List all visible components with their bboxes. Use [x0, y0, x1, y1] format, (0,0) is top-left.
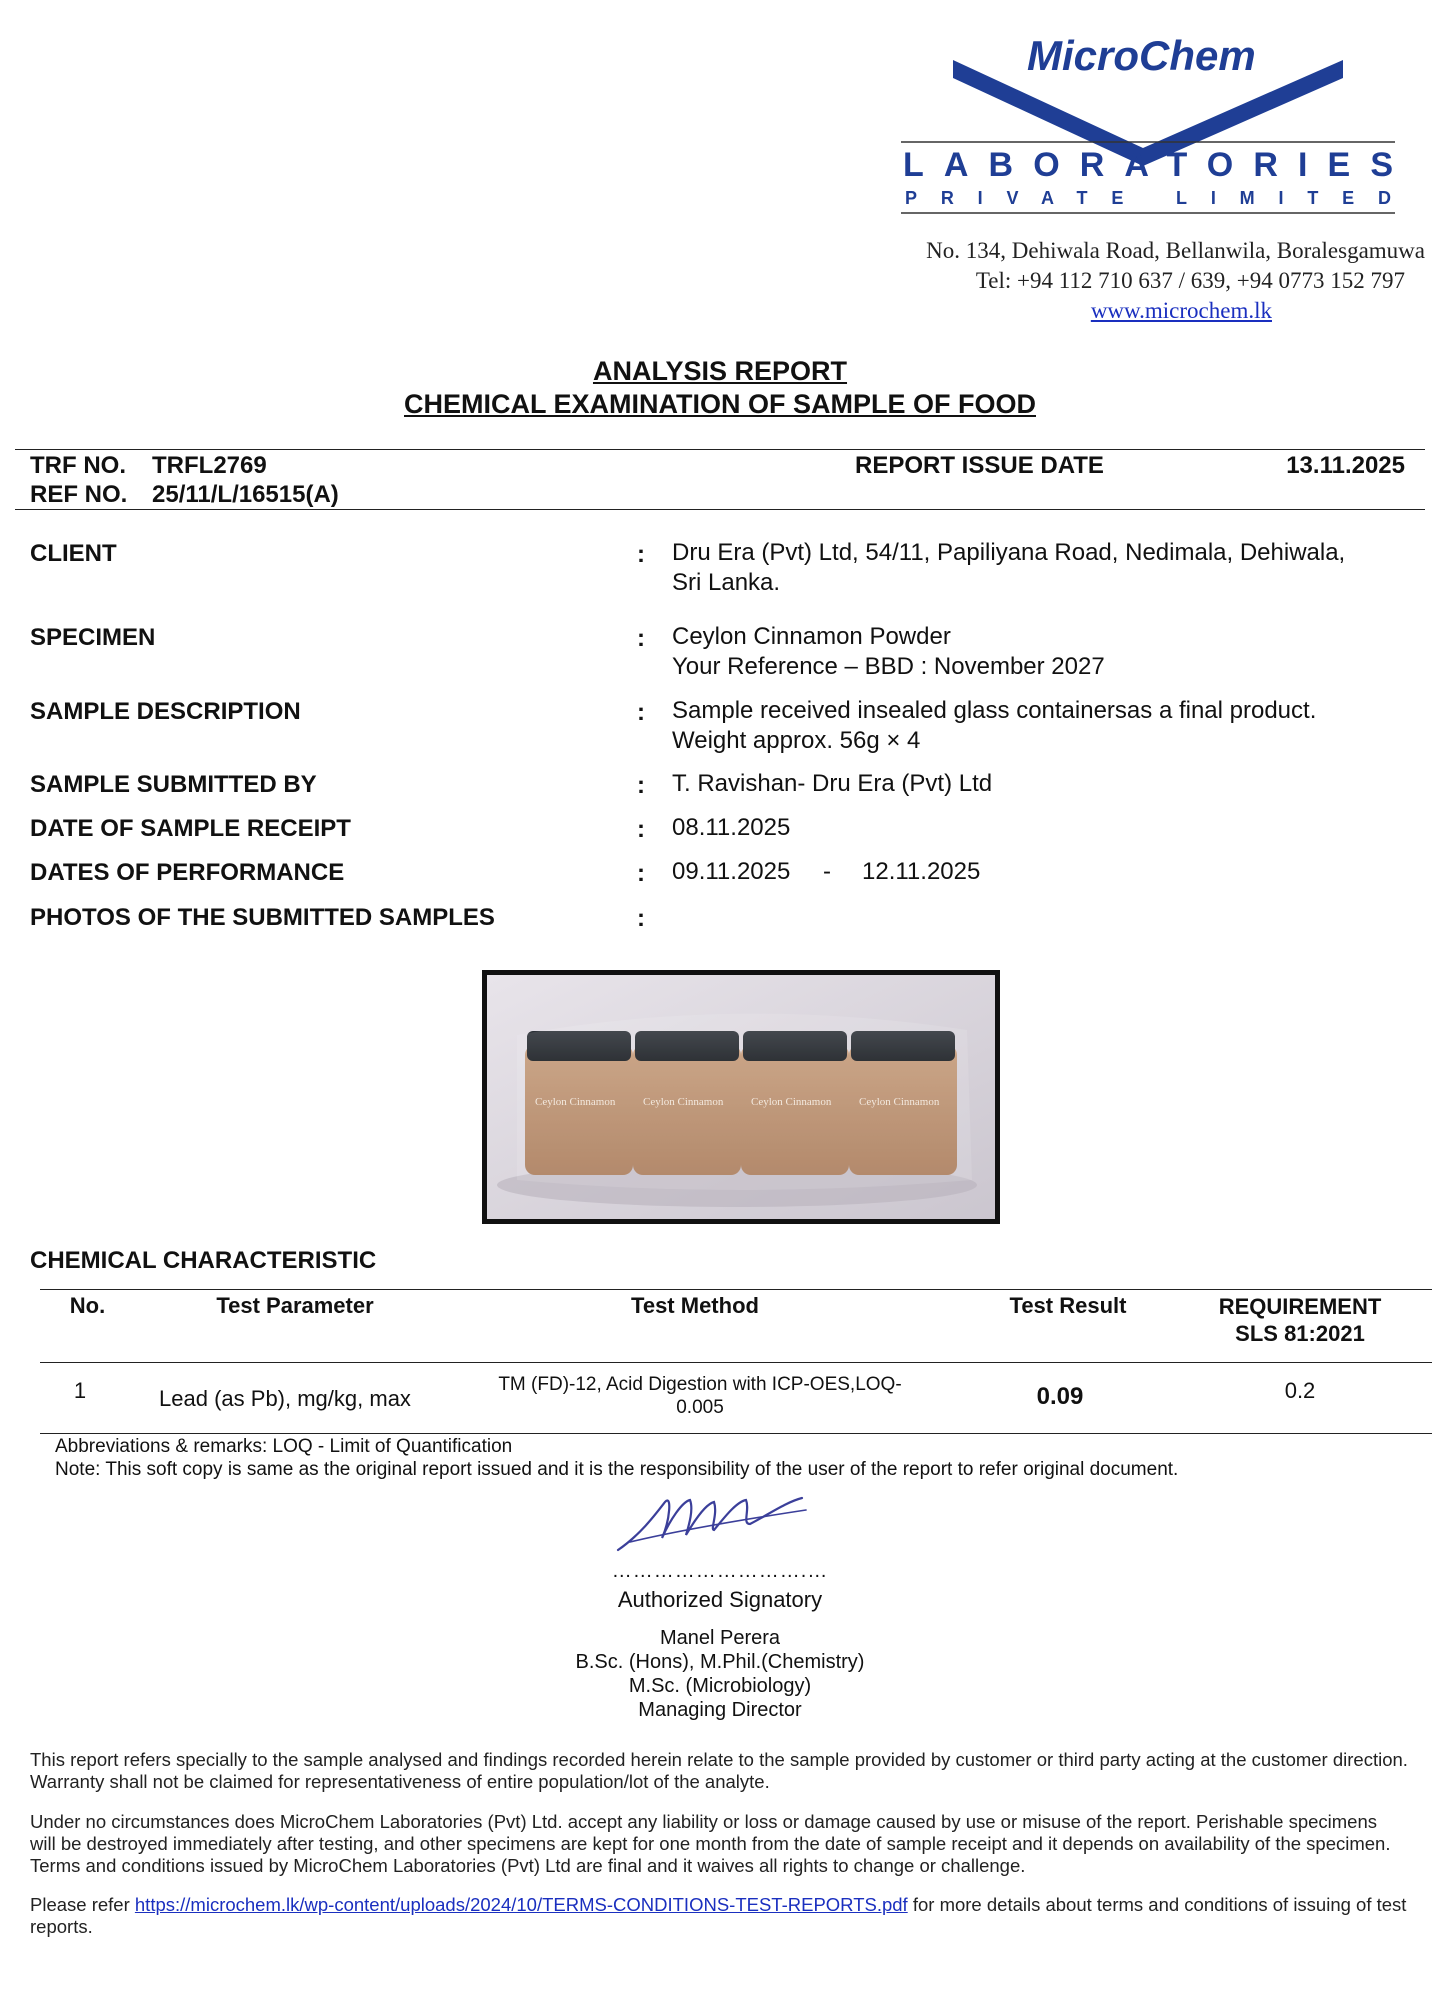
- specimen-line-1: Ceylon Cinnamon Powder: [672, 623, 951, 650]
- header-test-method: Test Method: [631, 1293, 759, 1318]
- footer-disclaimer-1: [30, 1749, 1430, 1793]
- specimen-line-2: Your Reference – BBD : November 2027: [672, 653, 1105, 680]
- submitted-by-value: T. Ravishan- Dru Era (Pvt) Ltd: [672, 770, 993, 797]
- footer-p3-suffix: for more details about terms and conditions of issuing of test: [907, 1894, 1407, 1915]
- header-no: No.: [69, 1293, 106, 1318]
- footer-p2-line-1: Under no circumstances does MicroChem Laboratories (Pvt) Ltd. accept any liability or loss or damage caused by use or misuse of the report. Perishable specimens: [30, 1811, 1378, 1832]
- colon: :: [637, 905, 645, 932]
- sample-description-value: [672, 696, 1316, 756]
- client-line-2: Sri Lanka.: [672, 569, 781, 596]
- colon: :: [637, 541, 645, 568]
- performance-to: 12.11.2025: [862, 858, 981, 885]
- footer-p2-line-3: Terms and conditions issued by MicroChem Laboratories (Pvt) Ltd are final and it waives all rights to change or challenge.: [30, 1855, 1026, 1876]
- colon: :: [637, 772, 645, 799]
- lab-telephone: Tel: +94 112 710 637 / 639, +94 0773 152 797: [975, 268, 1405, 293]
- table-bottom-rule: [40, 1433, 1432, 1434]
- softcopy-note: Note: This soft copy is same as the original report issued and it is the responsibility of the user of the report to refer original document.: [55, 1459, 1179, 1480]
- performance-from: 09.11.2025: [672, 858, 791, 885]
- header-requirement: [1190, 1293, 1410, 1347]
- signature-dots: ……………………….…: [611, 1560, 829, 1582]
- signatory-qualification-1: B.Sc. (Hons), M.Phil.(Chemistry): [575, 1651, 865, 1673]
- footer-disclaimer-2: [30, 1811, 1430, 1877]
- receipt-date-value: 08.11.2025: [672, 814, 791, 841]
- description-line-2: Weight approx. 56g × 4: [672, 727, 921, 754]
- abbreviations-remarks: Abbreviations & remarks: LOQ - Limit of Quantification: [55, 1436, 513, 1457]
- footer-p1-line-1: This report refers specially to the sample analysed and findings recorded herein relate to the sample provided by customer or third party acting at the customer direction.: [30, 1749, 1408, 1770]
- row-requirement: 0.2: [1284, 1378, 1316, 1403]
- ref-label: REF NO.: [30, 481, 128, 508]
- colon: :: [637, 699, 645, 726]
- ref-value: 25/11/L/16515(A): [152, 481, 339, 508]
- report-title: ANALYSIS REPORT: [592, 356, 848, 386]
- header-test-parameter: Test Parameter: [216, 1293, 374, 1318]
- receipt-date-label: DATE OF SAMPLE RECEIPT: [30, 815, 351, 842]
- client-label: CLIENT: [30, 540, 117, 567]
- terms-conditions-link[interactable]: https://microchem.lk/wp-content/uploads/2024/10/TERMS-CONDITIONS-TEST-REPORTS.pdf: [134, 1894, 908, 1915]
- signatory-name: Manel Perera: [659, 1627, 781, 1649]
- client-value: [672, 538, 1345, 598]
- chemical-section-title: CHEMICAL CHARACTERISTIC: [30, 1247, 377, 1274]
- lab-website-link[interactable]: www.microchem.lk: [1090, 298, 1272, 323]
- header-requirement-line-2: SLS 81:2021: [1235, 1321, 1365, 1346]
- footer-p2-line-2: will be destroyed immediately after testing, and other specimens are kept for one month from the date of sample receipt and it depends on availability of the specimen.: [30, 1833, 1391, 1854]
- issue-date-label: REPORT ISSUE DATE: [855, 452, 1104, 479]
- colon: :: [637, 860, 645, 887]
- specimen-label: SPECIMEN: [30, 624, 156, 651]
- trf-label: TRF NO.: [30, 452, 126, 479]
- colon: :: [637, 816, 645, 843]
- signature-image: [610, 1480, 810, 1560]
- header-requirement-line-1: REQUIREMENT: [1218, 1294, 1382, 1319]
- sample-photo: [482, 970, 1000, 1224]
- performance-separator: -: [823, 858, 831, 885]
- jar-label-text: Ceylon Cinnamon: [751, 1096, 832, 1108]
- footer-p3-prefix: Please refer: [30, 1894, 135, 1915]
- client-line-1: Dru Era (Pvt) Ltd, 54/11, Papiliyana Road, Nedimala, Dehiwala,: [672, 539, 1346, 566]
- photos-label: PHOTOS OF THE SUBMITTED SAMPLES: [30, 904, 495, 931]
- header-top-rule: [15, 449, 1425, 450]
- trf-value: TRFL2769: [152, 452, 267, 479]
- table-header-rule: [40, 1362, 1432, 1363]
- row-method-line-1: TM (FD)-12, Acid Digestion with ICP-OES,LOQ-: [498, 1374, 902, 1395]
- header-test-result: Test Result: [1009, 1293, 1127, 1318]
- logo-name-sub: PRIVATE LIMITED: [905, 188, 1391, 208]
- footer-terms: [30, 1894, 1430, 1938]
- issue-date-value: 13.11.2025: [1286, 452, 1405, 479]
- signatory-qualification-2: M.Sc. (Microbiology): [628, 1675, 812, 1697]
- report-subtitle: CHEMICAL EXAMINATION OF SAMPLE OF FOOD: [404, 389, 1036, 419]
- row-result: 0.09: [1036, 1383, 1084, 1410]
- signatory-position: Managing Director: [638, 1699, 802, 1721]
- sample-description-label: SAMPLE DESCRIPTION: [30, 698, 301, 725]
- jar-label-text: Ceylon Cinnamon: [535, 1096, 616, 1108]
- description-line-1: Sample received insealed glass containersas a final product.: [672, 697, 1317, 724]
- row-no: 1: [73, 1378, 87, 1403]
- table-top-rule: [40, 1289, 1432, 1290]
- microchem-logo: [893, 30, 1403, 215]
- colon: :: [637, 625, 645, 652]
- jar-label-text: Ceylon Cinnamon: [643, 1096, 724, 1108]
- lab-address: No. 134, Dehiwala Road, Bellanwila, Boralesgamuwa: [926, 238, 1425, 263]
- footer-p3-line-2: reports.: [30, 1916, 93, 1937]
- row-method: [455, 1373, 945, 1419]
- row-parameter: Lead (as Pb), mg/kg, max: [159, 1386, 411, 1411]
- logo-name-top: MicroChem: [1027, 32, 1256, 79]
- sample-jars-illustration: [487, 975, 995, 1219]
- header-bottom-rule: [15, 509, 1425, 510]
- footer-p1-line-2: Warranty shall not be claimed for representativeness of entire population/lot of the analyte.: [30, 1771, 770, 1792]
- logo-name-mid: LABORATORIES: [903, 146, 1393, 184]
- row-method-line-2: 0.005: [676, 1397, 724, 1418]
- jar-label-text: Ceylon Cinnamon: [859, 1096, 940, 1108]
- submitted-by-label: SAMPLE SUBMITTED BY: [30, 771, 317, 798]
- signatory-title: Authorized Signatory: [617, 1587, 823, 1612]
- specimen-value: [672, 622, 1105, 682]
- performance-dates-label: DATES OF PERFORMANCE: [30, 859, 345, 886]
